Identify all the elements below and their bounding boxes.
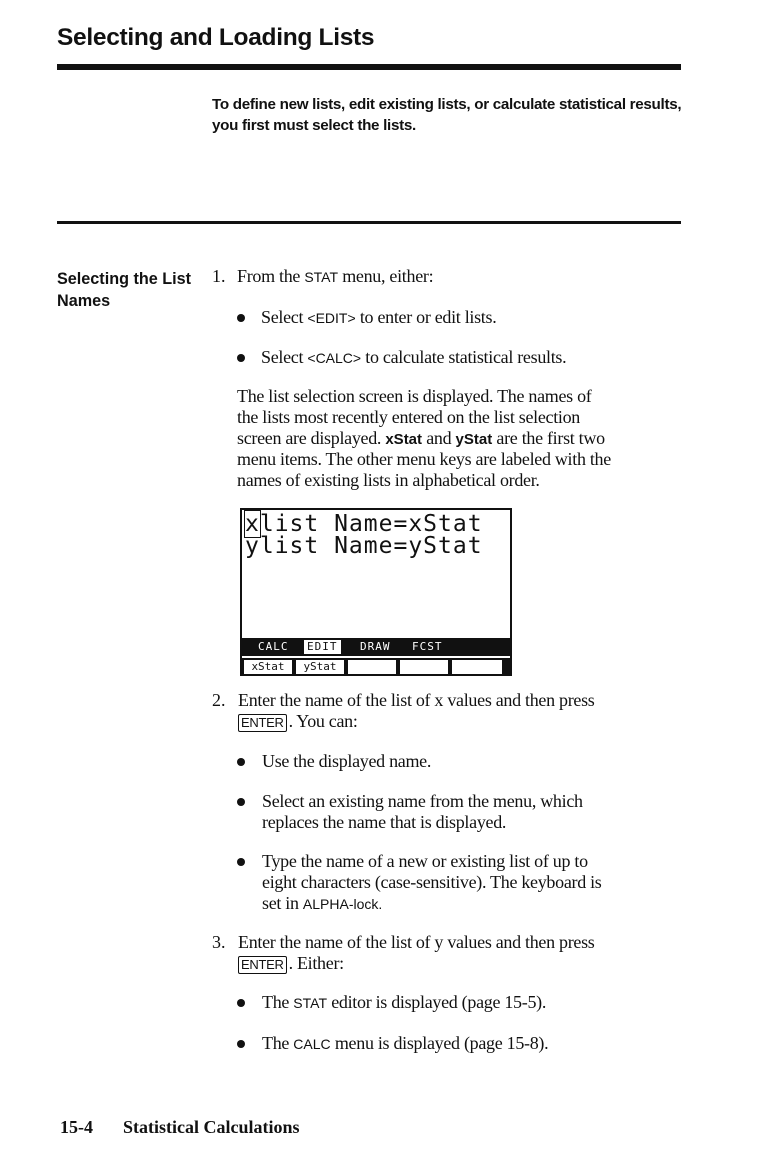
step-1-para-line-1: The list selection screen is displayed. The names of [237, 386, 592, 406]
calculator-screen [240, 508, 512, 676]
menu-fcst[interactable]: FCST [412, 640, 443, 653]
intro-text: To define new lists, edit existing lists, or calculate statistical results, you first must select the lists. [212, 96, 682, 134]
title-rule [57, 64, 681, 70]
screen-line-ylist: ylist Name=yStat [245, 533, 483, 559]
bullet-icon [237, 758, 245, 766]
cursor: x [245, 511, 260, 537]
softkey-empty[interactable] [400, 660, 448, 674]
section-name: Statistical Calculations [123, 1117, 300, 1137]
bullet-icon [237, 354, 245, 362]
step-3-bullet-1: The STAT editor is displayed (page 15-5). [262, 992, 547, 1012]
bullet-icon [237, 314, 245, 322]
step-3-bullet-2: The CALC menu is displayed (page 15-8). [262, 1033, 549, 1053]
step-2-bullet-2-line-2: replaces the name that is displayed. [262, 812, 507, 832]
step-3-line-2: ENTER . Either: [238, 953, 344, 974]
page-title: Selecting and Loading Lists [57, 24, 375, 51]
step-1-para-line-2: the lists most recently entered on the list selection [237, 407, 581, 427]
step-3-line-1: Enter the name of the list of y values and then press [238, 932, 595, 952]
side-heading: Selecting the List Names [57, 270, 192, 310]
softkey-empty[interactable] [452, 660, 502, 674]
step-1-text: From the STAT menu, either: [237, 266, 434, 286]
step-2-bullet-3-line-3: set in ALPHA-lock. [262, 893, 383, 913]
menu-draw[interactable]: DRAW [360, 640, 391, 653]
step-1-para-line-3: screen are displayed. xStat and yStat are the first two [237, 428, 605, 448]
step-1-number: 1. [212, 266, 226, 286]
bullet-icon [237, 1040, 245, 1048]
softkey-ystat[interactable]: yStat [296, 660, 344, 674]
page-number: 15-4 [60, 1117, 93, 1137]
step-2-bullet-1: Use the displayed name. [262, 751, 432, 771]
step-1-bullet-1: Select <EDIT> to enter or edit lists. [261, 307, 497, 327]
step-2-bullet-3-line-1: Type the name of a new or existing list of up to [262, 851, 588, 871]
menu-edit[interactable]: EDIT [304, 640, 341, 654]
page-footer [60, 1117, 300, 1138]
step-2-line-1: Enter the name of the list of x values and then press [238, 690, 595, 710]
step-1-bullet-2: Select <CALC> to calculate statistical results. [261, 347, 567, 367]
step-1-para-line-4: menu items. The other menu keys are labeled with the [237, 449, 611, 469]
step-2-bullet-3-line-2: eight characters (case-sensitive). The keyboard is [262, 872, 602, 892]
step-2-line-2: ENTER . You can: [238, 711, 358, 732]
step-2-number: 2. [212, 690, 226, 710]
menu-calc[interactable]: CALC [258, 640, 289, 653]
enter-key: ENTER [238, 956, 287, 974]
screen-line-xlist: xlist Name=xStat [245, 511, 483, 537]
softkey-xstat[interactable]: xStat [244, 660, 292, 674]
softkey-empty[interactable] [348, 660, 396, 674]
enter-key: ENTER [238, 714, 287, 732]
softkey-row [242, 658, 510, 676]
bullet-icon [237, 798, 245, 806]
step-1-para-line-5: names of existing lists in alphabetical order. [237, 470, 540, 490]
step-2-bullet-2-line-1: Select an existing name from the menu, which [262, 791, 583, 811]
section-rule [57, 221, 681, 224]
bullet-icon [237, 999, 245, 1007]
bullet-icon [237, 858, 245, 866]
screen-menu-bar [242, 638, 510, 656]
step-3-number: 3. [212, 932, 226, 952]
